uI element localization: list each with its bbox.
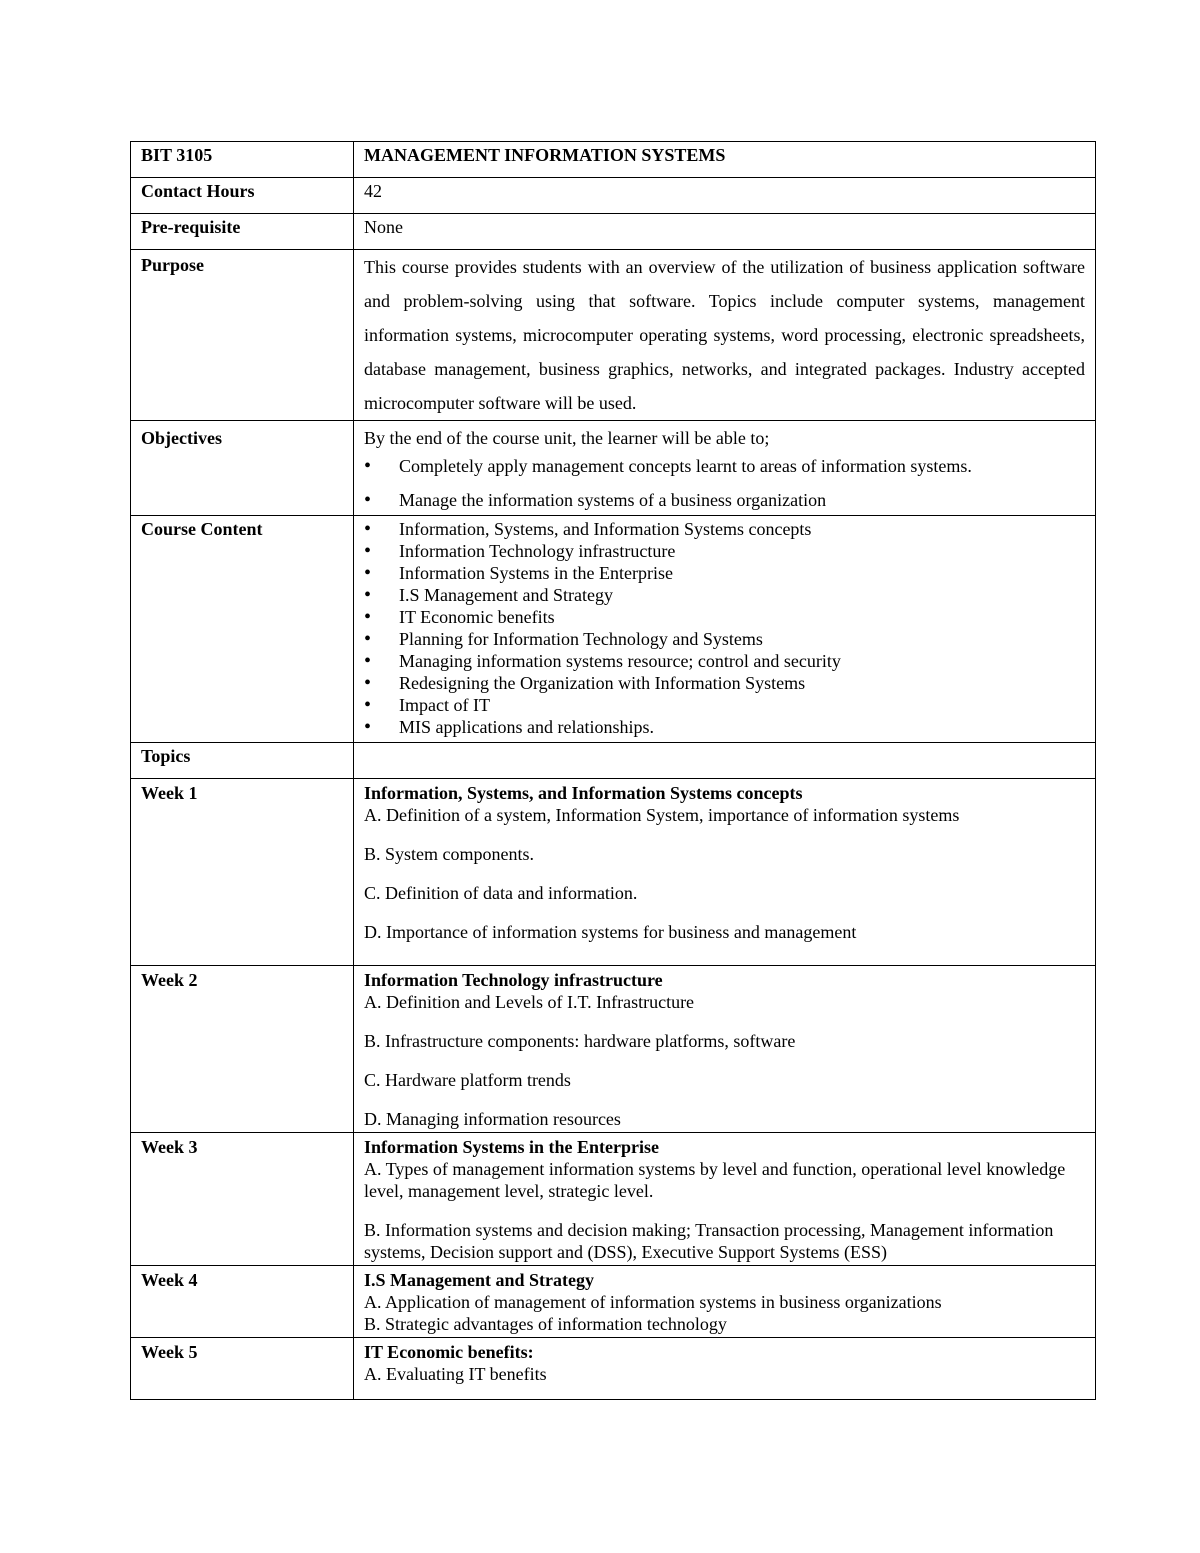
week-item: A. Definition of a system, Information System, importance of information systems xyxy=(364,805,960,825)
course-content-cell xyxy=(354,516,1096,743)
week-5-cell xyxy=(354,1338,1096,1400)
week-1-title: Information, Systems, and Information Systems concepts xyxy=(364,783,803,803)
course-header-row xyxy=(131,142,1096,178)
objectives-row xyxy=(131,421,1096,516)
purpose-text: This course provides students with an overview of the utilization of business application software and problem-solving using that software. Topics include computer systems, management information systems, microcomputer operating systems, word processing, electronic spreadsheets, database management, business graphics, networks, and integrated packages. Industry accepted microcomputer software will be used. xyxy=(364,257,1085,413)
week-1-label: Week 1 xyxy=(131,779,354,966)
list-item: • MIS applications and relationships. xyxy=(364,716,1085,738)
week-item: B. System components. xyxy=(364,844,534,864)
week-3-label: Week 3 xyxy=(131,1133,354,1266)
week-3-cell xyxy=(354,1133,1096,1266)
list-item: • Planning for Information Technology and Systems xyxy=(364,628,1085,650)
purpose-row xyxy=(131,250,1096,421)
list-item: • Information Systems in the Enterprise xyxy=(364,562,1085,584)
week-item: C. Hardware platform trends xyxy=(364,1070,571,1090)
week-5-row xyxy=(131,1338,1096,1400)
week-item: C. Definition of data and information. xyxy=(364,883,638,903)
purpose-label: Purpose xyxy=(131,250,354,421)
prerequisite-label: Pre-requisite xyxy=(131,214,354,250)
week-4-row xyxy=(131,1266,1096,1338)
course-content-row xyxy=(131,516,1096,743)
list-item: • Impact of IT xyxy=(364,694,1085,716)
week-5-label: Week 5 xyxy=(131,1338,354,1400)
topics-value xyxy=(354,743,1096,779)
list-item: • IT Economic benefits xyxy=(364,606,1085,628)
objectives-label: Objectives xyxy=(131,421,354,516)
week-item: A. Definition and Levels of I.T. Infrastructure xyxy=(364,992,695,1012)
week-4-label: Week 4 xyxy=(131,1266,354,1338)
course-content-list xyxy=(364,518,1085,738)
topics-row xyxy=(131,743,1096,779)
list-item: • Managing information systems resource; control and security xyxy=(364,650,1085,672)
week-4-title: I.S Management and Strategy xyxy=(364,1270,594,1290)
week-item: A. Types of management information systems by level and function, operational level knowledge level, management level, strategic level. xyxy=(364,1159,1066,1201)
contact-hours-row xyxy=(131,178,1096,214)
week-item: A. Evaluating IT benefits xyxy=(364,1364,547,1384)
week-item: B. Infrastructure components: hardware platforms, software xyxy=(364,1031,796,1051)
topics-label: Topics xyxy=(131,743,354,779)
list-item: • I.S Management and Strategy xyxy=(364,584,1085,606)
course-outline-table xyxy=(130,141,1096,1400)
course-title: MANAGEMENT INFORMATION SYSTEMS xyxy=(354,142,1096,178)
objectives-intro: By the end of the course unit, the learner will be able to; xyxy=(364,428,770,448)
week-1-row xyxy=(131,779,1096,966)
list-item: • Redesigning the Organization with Information Systems xyxy=(364,672,1085,694)
week-3-row xyxy=(131,1133,1096,1266)
list-item: • Information, Systems, and Information Systems concepts xyxy=(364,518,1085,540)
contact-hours-value: 42 xyxy=(354,178,1096,214)
course-code: BIT 3105 xyxy=(131,142,354,178)
course-content-label: Course Content xyxy=(131,516,354,743)
week-1-cell xyxy=(354,779,1096,966)
week-2-label: Week 2 xyxy=(131,966,354,1133)
list-item: • Manage the information systems of a business organization xyxy=(364,489,1085,511)
week-item: B. Information systems and decision making; Transaction processing, Management information systems, Decision support and (DSS), Executive Support Systems (ESS) xyxy=(364,1220,1054,1262)
week-3-title: Information Systems in the Enterprise xyxy=(364,1137,659,1157)
week-2-row xyxy=(131,966,1096,1133)
purpose-cell xyxy=(354,250,1096,421)
objectives-list xyxy=(364,455,1085,511)
week-item: A. Application of management of information systems in business organizations xyxy=(364,1292,942,1312)
list-item: • Completely apply management concepts learnt to areas of information systems. xyxy=(364,455,1085,477)
week-item: D. Managing information resources xyxy=(364,1109,621,1129)
prerequisite-value: None xyxy=(354,214,1096,250)
week-5-title: IT Economic benefits: xyxy=(364,1342,534,1362)
list-item: • Information Technology infrastructure xyxy=(364,540,1085,562)
week-item: B. Strategic advantages of information technology xyxy=(364,1314,727,1334)
objectives-cell xyxy=(354,421,1096,516)
week-item: D. Importance of information systems for business and management xyxy=(364,922,857,942)
prerequisite-row xyxy=(131,214,1096,250)
week-4-cell xyxy=(354,1266,1096,1338)
week-2-cell xyxy=(354,966,1096,1133)
contact-hours-label: Contact Hours xyxy=(131,178,354,214)
week-2-title: Information Technology infrastructure xyxy=(364,970,663,990)
